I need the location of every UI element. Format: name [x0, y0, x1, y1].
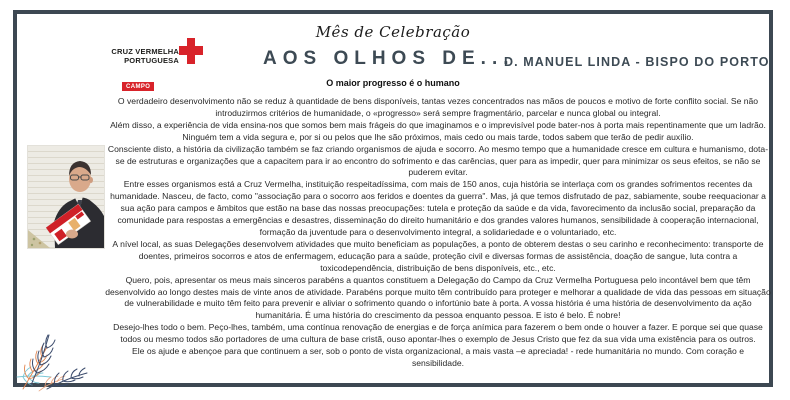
- author-name: D. MANUEL LINDA - BISPO DO PORTO: [504, 55, 770, 69]
- article-paragraph: Entre esses organismos está a Cruz Vermelha, instituição respeitadíssima, com mais de 150 anos, cuja história se interlaça com os grandes sofrimentos recentes da humanidade. Nasceu, de facto, como "associação para o socorro aos feridos e doentes da guerra". Mas, já que temos disfrutado de paz, sabiamente, soube reequacionar a sua ação para campos e âmbitos que estão na base das nossas preocupações: tutela e proteção da saúde e da vida, favorecimento da inclusão social, preparação da comunidade para respostas a emergências e desastres, disseminação do direito humanitário e dos grandes valores humanos, sensibilidade à cooperação internacional, formação da juventude para o desenvolvimento integral, a solidariedade e o voluntariado, etc.: [110, 179, 766, 237]
- logo-org-name: [111, 47, 179, 65]
- red-cross-icon: [179, 38, 203, 66]
- article-body: [105, 96, 771, 370]
- page-frame: [13, 10, 773, 387]
- article-paragraph: A nível local, as suas Delegações desenvolvem atividades que muito beneficiam as populações, a ponto de obterem destas o seu carinho e reconhecimento: transporte de doentes, primeiros socorros e atos de enfermagem, educação para a saúde, proteção civil e diversas formas de assistência, doação de sangue, luta contra a toxicodependência, distribuição de bens disponíveis, etc., etc.: [112, 238, 764, 273]
- article-paragraph: Quero, pois, apresentar os meus mais sinceros parabéns a quantos constituem a Delegação do Campo da Cruz Vermelha Portuguesa pelo incontável bem que têm desenvolvido ao longo destes mais de vinte anos de atividade. Parabéns porque muito têm contribuído para proteger e melhorar a qualidade de vida das pessoas em situação de vulnerabilidade e muito têm feito para prevenir e aliviar o sofrimento quando o infortúnio bate à porta. A vossa história é uma história de desenvolvimento da ação humanitária. É uma história do crescimento da pessoa enquanto pessoa. E isto é belo. É nobre!: [105, 274, 771, 321]
- article-paragraph: Além disso, a experiência de vida ensina-nos que somos bem mais frágeis do que imaginamos e o imprevisível pode bater-nos à porta mais repentinamente que um ladrão. Ninguém tem a vida segura e, por si ou pelos que lhe são próximos, mais cedo ou mais tarde, todos sabem que terão de pedir auxílio.: [110, 119, 766, 142]
- article-paragraph: Consciente disto, a história da civilização também se faz criando organismos de ajuda e socorro. Ao mesmo tempo que a humanidade cresce em cultura e humanismo, dota-se de estruturas e organizações que a capacitem para ir ao encontro do sofrimento e das carências, quer para as impedir, quer para minimizar os seus efeitos, se não se puderem evitar.: [107, 143, 769, 178]
- leaf-sketch-decoration: [13, 321, 99, 393]
- logo-org-line2: PORTUGUESA: [124, 56, 179, 65]
- bishop-photo: [28, 146, 104, 248]
- logo-org-line1: CRUZ VERMELHA: [111, 47, 179, 56]
- page-title: AOS OLHOS DE...: [263, 48, 515, 69]
- campo-badge: CAMPO: [122, 82, 154, 91]
- red-cross-logo: [103, 38, 203, 90]
- article-subtitle: O maior progresso é o humano: [326, 78, 460, 88]
- article-paragraph: Desejo-lhes todo o bem. Peço-lhes, também, uma contínua renovação de energias e de força anímica para fazerem o bem onde o houver a fazer. E porque sei que quase todos ou mesmo todos são portadores de uma cultura de base cristã, ouso apontar-lhes o exemplo de Jesus Cristo que fez da sua vida uma existência para os outros.: [113, 322, 763, 345]
- article-paragraph: Ele os ajude e abençoe para que continuem a ser, sob o ponto de vista organizacional, a mais vasta –e apreciada! - rede humanitária no mundo. Com coração e sensibilidade.: [132, 346, 744, 368]
- article-paragraph: O verdadeiro desenvolvimento não se reduz à quantidade de bens disponíveis, tantas vezes concentrados nas mãos de poucos e motivo de forte conflito social. Se não introduzirmos critérios de humanidade, o «progresso» será sempre fragmentário, parcelar e nunca global ou integral.: [117, 96, 759, 118]
- eyebrow-title: Mês de Celebração: [315, 23, 471, 41]
